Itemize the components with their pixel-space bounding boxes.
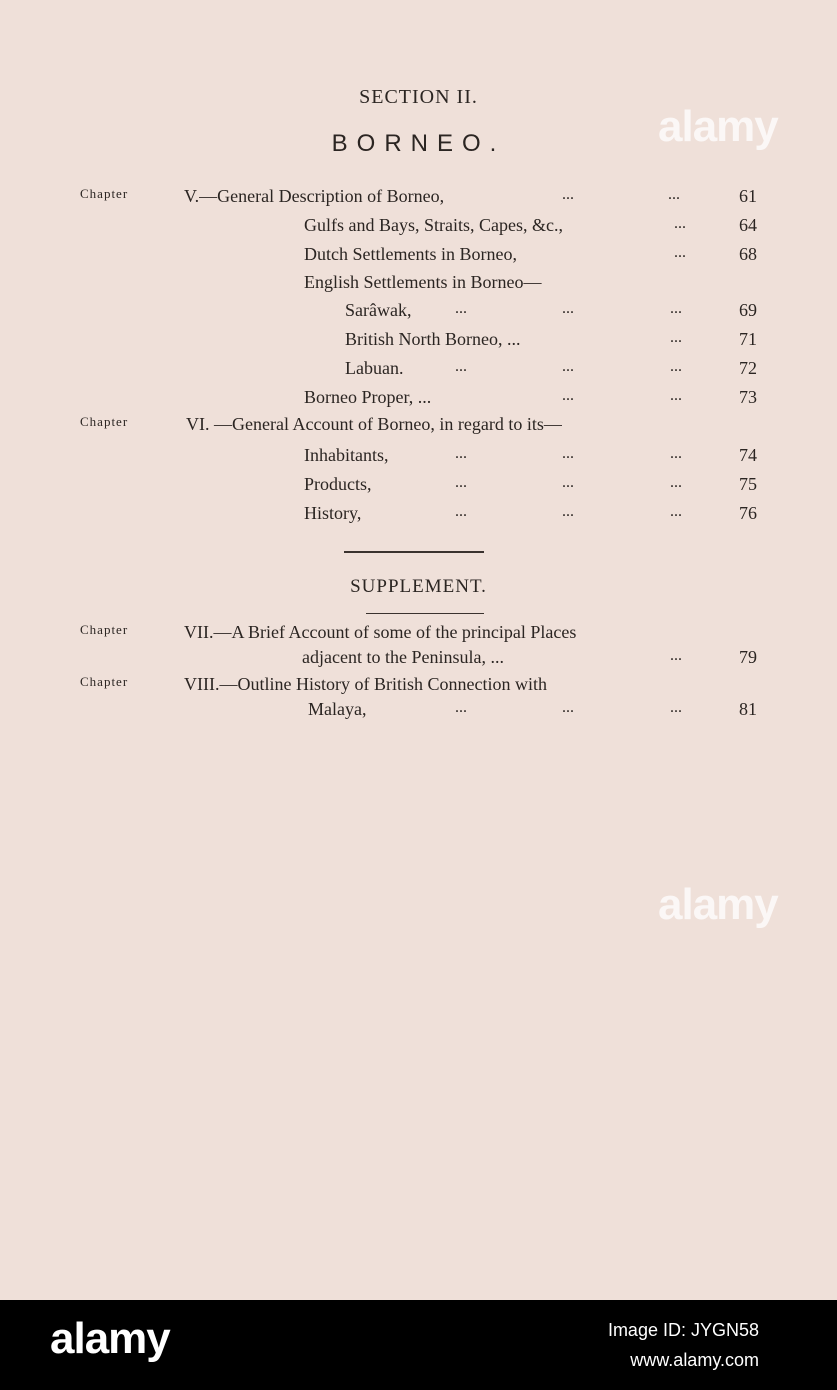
image-id: Image ID: JYGN58: [607, 1320, 759, 1340]
page-number: 74: [739, 445, 757, 465]
page-number: 68: [739, 244, 757, 264]
leader-dots: ...: [670, 699, 682, 716]
leader-dots: ...: [562, 358, 574, 375]
page-number: 76: [739, 503, 757, 523]
entry-text: British North Borneo, ...: [345, 329, 521, 349]
leader-dots: ...: [674, 244, 686, 261]
site-url: www.alamy.com: [630, 1350, 759, 1370]
leader-dots: ...: [670, 387, 682, 404]
leader-dots: ...: [670, 300, 682, 317]
leader-dots: ...: [668, 186, 680, 203]
section-divider: [344, 551, 484, 553]
leader-dots: ...: [455, 503, 467, 520]
leader-dots: ...: [562, 186, 574, 203]
entry-text: Sarâwak,: [345, 300, 412, 320]
entry-text: V.—General Description of Borneo,: [184, 186, 445, 206]
leader-dots: ...: [670, 503, 682, 520]
leader-dots: ...: [674, 215, 686, 232]
entry-text: Products,: [304, 474, 372, 494]
watermark: alamy: [658, 102, 778, 151]
leader-dots: ...: [670, 445, 682, 462]
leader-dots: ...: [670, 358, 682, 375]
entry-text: VIII.—Outline History of British Connection with: [184, 674, 547, 694]
watermark: alamy: [658, 880, 778, 929]
chapter-label: Chapter: [80, 622, 129, 637]
entry-text: VII.—A Brief Account of some of the principal Places: [184, 622, 577, 642]
entry-text: Borneo Proper, ...: [304, 387, 432, 407]
page-number: 73: [739, 387, 757, 407]
entry-text: Dutch Settlements in Borneo,: [304, 244, 517, 264]
alamy-logo: alamy: [50, 1314, 170, 1363]
entry-text: History,: [304, 503, 362, 523]
leader-dots: ...: [455, 445, 467, 462]
section-heading: SECTION II.: [359, 86, 478, 108]
page-number: 64: [739, 215, 757, 235]
entry-text: Gulfs and Bays, Straits, Capes, &c.,: [304, 215, 563, 235]
page-number: 81: [739, 699, 757, 719]
leader-dots: ...: [562, 445, 574, 462]
chapter-label: Chapter: [80, 186, 129, 201]
page-number: 61: [739, 186, 757, 206]
supplement-heading: SUPPLEMENT.: [350, 576, 487, 597]
leader-dots: ...: [562, 387, 574, 404]
entry-text: VI. —General Account of Borneo, in regard to its—: [186, 414, 562, 434]
leader-dots: ...: [562, 474, 574, 491]
leader-dots: ...: [455, 474, 467, 491]
page-number: 71: [739, 329, 757, 349]
page-number: 75: [739, 474, 757, 494]
entry-text: English Settlements in Borneo—: [304, 272, 542, 292]
leader-dots: ...: [455, 300, 467, 317]
leader-dots: ...: [455, 358, 467, 375]
page-title: BORNEO.: [331, 130, 506, 157]
page-number: 72: [739, 358, 757, 378]
entry-text: Inhabitants,: [304, 445, 389, 465]
leader-dots: ...: [455, 699, 467, 716]
leader-dots: ...: [562, 300, 574, 317]
chapter-label: Chapter: [80, 674, 129, 689]
page-number: 69: [739, 300, 757, 320]
leader-dots: ...: [670, 647, 682, 664]
entry-text: Labuan.: [345, 358, 404, 378]
leader-dots: ...: [670, 474, 682, 491]
leader-dots: ...: [562, 699, 574, 716]
page-number: 79: [739, 647, 757, 667]
leader-dots: ...: [562, 503, 574, 520]
stock-footer: [0, 1300, 837, 1390]
entry-text: Malaya,: [308, 699, 367, 719]
entry-text: adjacent to the Peninsula, ...: [302, 647, 504, 667]
leader-dots: ...: [670, 329, 682, 346]
chapter-label: Chapter: [80, 414, 129, 429]
supplement-divider: [366, 613, 484, 614]
